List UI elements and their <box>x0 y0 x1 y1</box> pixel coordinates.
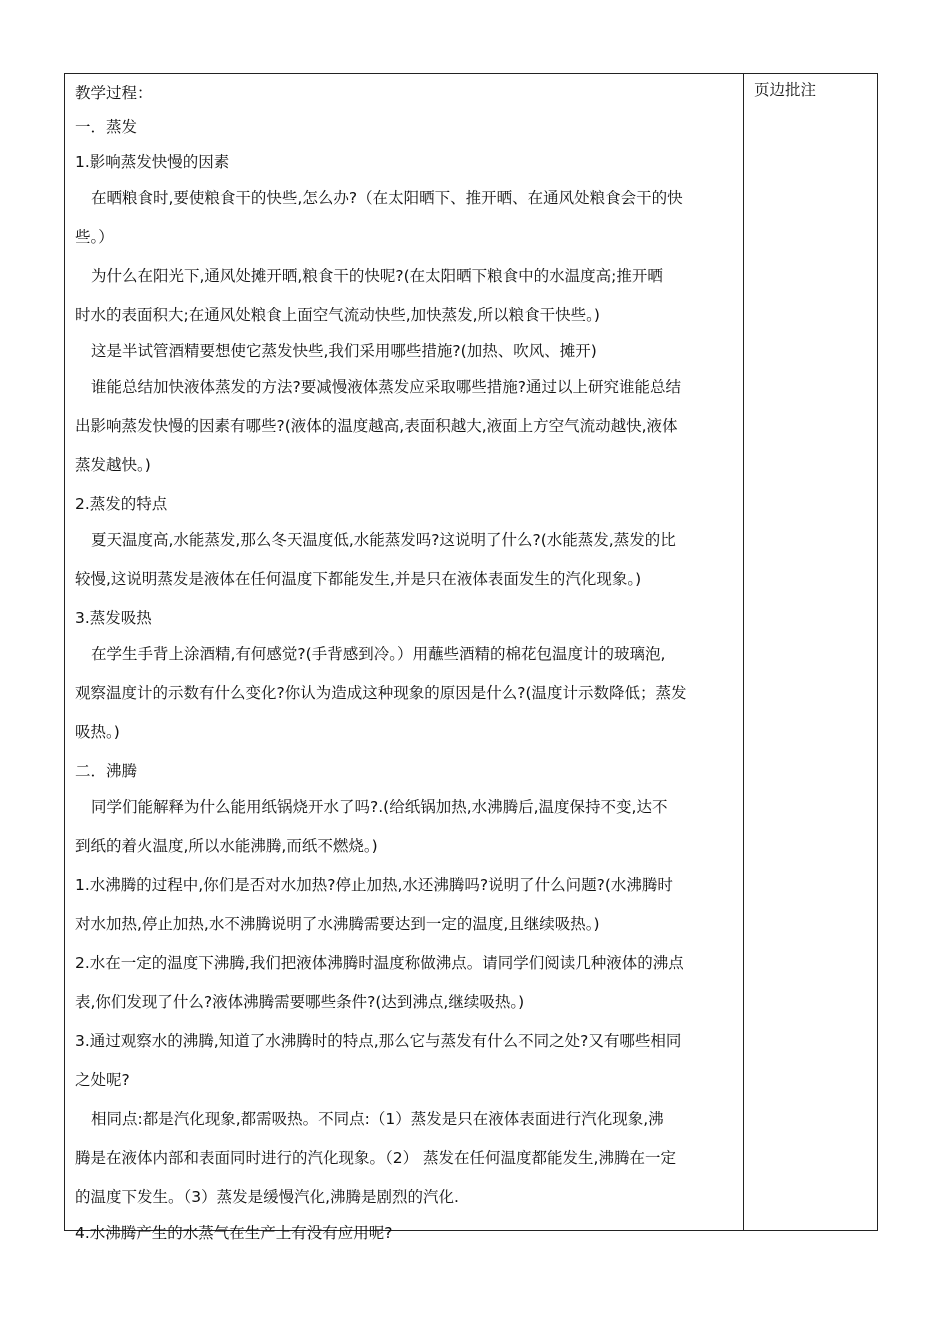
text-line: 较慢,这说明蒸发是液体在任何温度下都能发生,并是只在液体表面发生的汽化现象。) <box>75 570 642 588</box>
text-line: 在学生手背上涂酒精,有何感觉?(手背感到冷。）用蘸些酒精的棉花包温度计的玻璃泡, <box>91 645 666 663</box>
text-line: 时水的表面积大;在通风处粮食上面空气流动快些,加快蒸发,所以粮食干快些。) <box>75 306 600 324</box>
text-line: 表,你们发现了什么?液体沸腾需要哪些条件?(达到沸点,继续吸热。) <box>75 993 525 1011</box>
text-line: 在晒粮食时,要使粮食干的快些,怎么办?（在太阳晒下、推开晒、在通风处粮食会干的快 <box>91 189 683 207</box>
text-line: 到纸的着火温度,所以水能沸腾,而纸不燃烧。) <box>75 837 378 855</box>
text-line: 蒸发越快。) <box>75 456 151 474</box>
text-line: 出影响蒸发快慢的因素有哪些?(液体的温度越高,表面积越大,液面上方空气流动越快,液体 <box>75 417 678 435</box>
text-line: 1.影响蒸发快慢的因素 <box>75 153 230 171</box>
text-line: 腾是在液体内部和表面同时进行的汽化现象。（2） 蒸发在任何温度都能发生,沸腾在一定 <box>75 1149 676 1167</box>
text-line: 教学过程： <box>75 84 153 102</box>
side-note-title: 页边批注 <box>754 81 817 99</box>
text-line: 这是半试管酒精要想使它蒸发快些,我们采用哪些措施?(加热、吹风、摊开) <box>91 342 597 360</box>
teaching-process-column <box>65 74 744 1242</box>
side-note-column <box>744 74 877 1230</box>
text-line: 同学们能解释为什么能用纸锅烧开水了吗?.(给纸锅加热,水沸腾后,温度保持不变,达不 <box>91 798 668 816</box>
text-line: 2.蒸发的特点 <box>75 495 168 513</box>
text-line: 谁能总结加快液体蒸发的方法?要减慢液体蒸发应采取哪些措施?通过以上研究谁能总结 <box>91 378 681 396</box>
text-line: 夏天温度高,水能蒸发,那么冬天温度低,水能蒸发吗?这说明了什么?(水能蒸发,蒸发的比 <box>91 531 676 549</box>
text-line: 相同点:都是汽化现象,都需吸热。不同点:（1）蒸发是只在液体表面进行汽化现象,沸 <box>91 1110 664 1128</box>
text-line: 吸热。) <box>75 723 120 741</box>
text-line: 2.水在一定的温度下沸腾,我们把液体沸腾时温度称做沸点。请同学们阅读几种液体的沸点 <box>75 954 684 972</box>
text-line: 些。） <box>75 228 114 246</box>
text-line: 的温度下发生。（3）蒸发是缓慢汽化,沸腾是剧烈的汽化. <box>75 1188 459 1206</box>
text-line: 之处呢? <box>75 1071 130 1089</box>
text-line: 1.水沸腾的过程中,你们是否对水加热?停止加热,水还沸腾吗?说明了什么问题?(水沸腾时 <box>75 876 673 894</box>
text-line: 3.蒸发吸热 <box>75 609 152 627</box>
text-line: 为什么在阳光下,通风处摊开晒,粮食干的快呢?(在太阳晒下粮食中的水温度高;推开晒 <box>91 267 663 285</box>
text-line: 观察温度计的示数有什么变化?你认为造成这种现象的原因是什么?(温度计示数降低；蒸发 <box>75 684 687 702</box>
text-line: 一．蒸发 <box>75 118 138 136</box>
text-line: 3.通过观察水的沸腾,知道了水沸腾时的特点,那么它与蒸发有什么不同之处?又有哪些相同 <box>75 1032 682 1050</box>
lesson-table <box>64 73 878 1242</box>
text-line: 二．沸腾 <box>75 762 138 780</box>
text-line: 对水加热,停止加热,水不沸腾说明了水沸腾需要达到一定的温度,且继续吸热。) <box>75 915 600 933</box>
text-line: 4.水沸腾产生的水蒸气在生产上有没有应用呢? <box>75 1224 393 1242</box>
